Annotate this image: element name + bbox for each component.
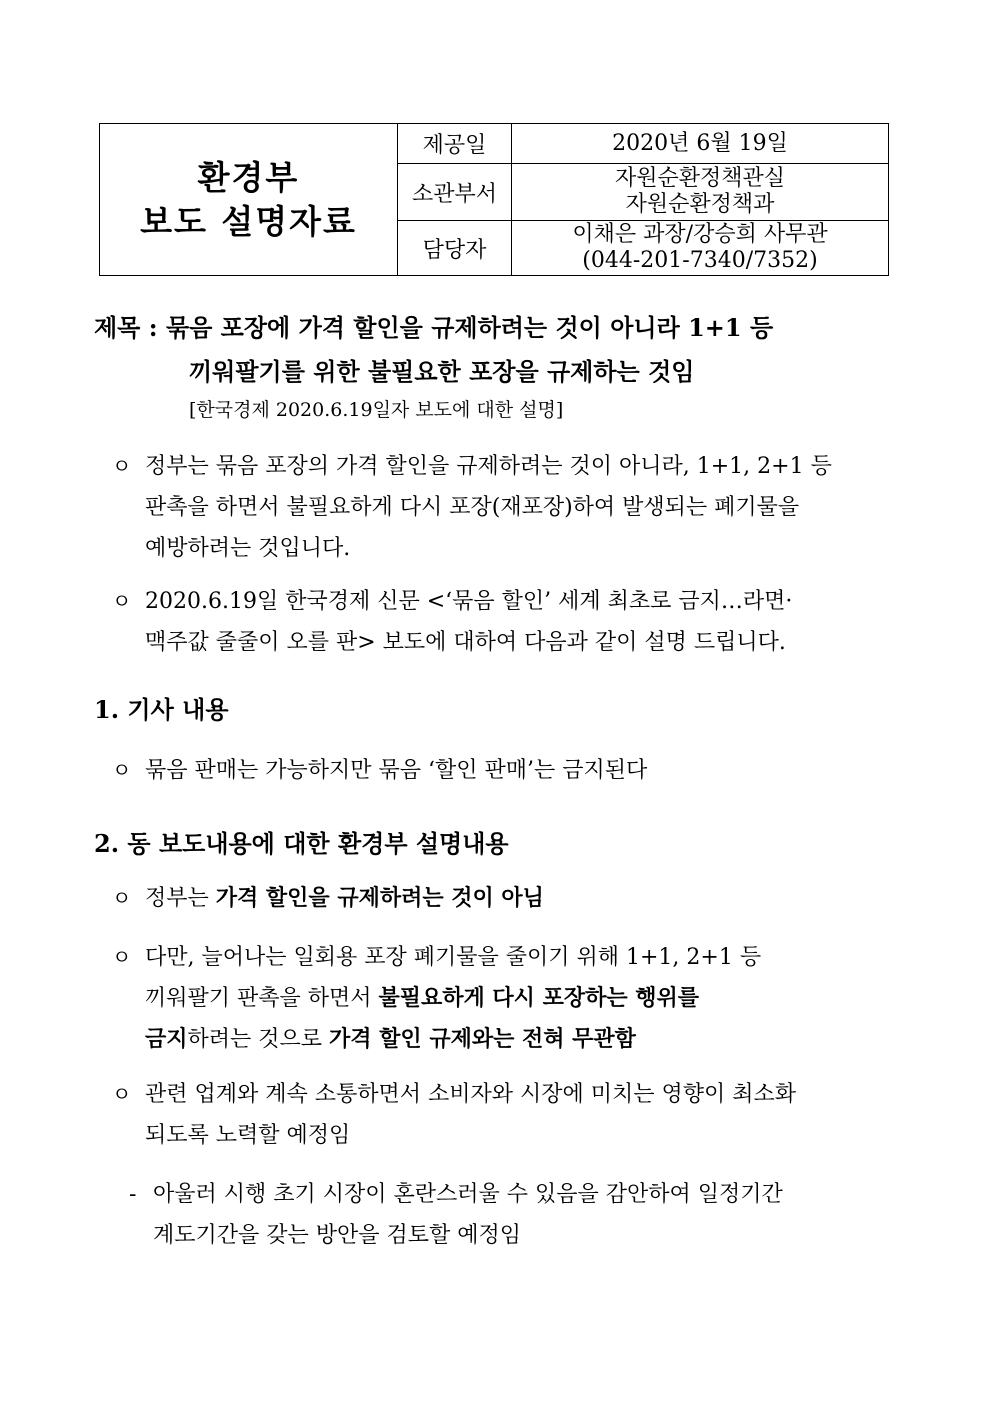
document-type: 보도 설명자료 bbox=[140, 201, 357, 241]
bullet-text bbox=[145, 878, 902, 919]
bullet-marker: ㅇ bbox=[112, 758, 132, 782]
text-line: 맥주값 줄줄이 오를 판> 보도에 대하여 다음과 같이 설명 드립니다. bbox=[145, 630, 786, 655]
section-1-bullet bbox=[112, 750, 902, 791]
dash-marker: - bbox=[129, 1182, 137, 1207]
department-label: 소관부서 bbox=[398, 164, 512, 221]
header-table bbox=[99, 123, 889, 276]
text-line bbox=[145, 1019, 902, 1060]
bullet-text bbox=[145, 750, 902, 791]
date-label: 제공일 bbox=[398, 124, 512, 164]
section-2-sub-item bbox=[129, 1174, 899, 1256]
section-2-bullet-1 bbox=[112, 878, 902, 919]
text-line: 2020.6.19일 한국경제 신문 <‘묶음 할인’ 세계 최초로 금지…라면· bbox=[145, 589, 793, 614]
text-emphasis: 가격 할인 규제와는 전혀 무관함 bbox=[329, 1026, 636, 1052]
date-value: 2020년 6월 19일 bbox=[512, 124, 889, 164]
section-2-bullet-2 bbox=[112, 937, 902, 1060]
text-emphasis: 금지 bbox=[145, 1026, 188, 1052]
text-normal: 끼워팔기 판촉을 하면서 bbox=[145, 986, 379, 1011]
text-line: 아울러 시행 초기 시장이 혼란스러울 수 있음을 감안하여 일정기간 bbox=[153, 1182, 783, 1207]
section-2-heading: 2. 동 보도내용에 대한 환경부 설명내용 bbox=[94, 829, 509, 858]
text-line: 계도기간을 갖는 방안을 검토할 예정임 bbox=[153, 1223, 522, 1248]
intro-bullet-2 bbox=[112, 581, 902, 663]
text-line: 다만, 늘어나는 일회용 포장 폐기물을 줄이기 위해 1+1, 2+1 등 bbox=[145, 945, 762, 970]
ministry-title bbox=[100, 124, 398, 276]
title-source-note: [한국경제 2020.6.19일자 보도에 대한 설명] bbox=[189, 399, 564, 421]
section-1-heading: 1. 기사 내용 bbox=[94, 695, 229, 724]
bullet-text bbox=[145, 581, 902, 663]
bullet-text bbox=[145, 1074, 902, 1156]
bullet-marker: ㅇ bbox=[112, 945, 132, 969]
text-line: 되도록 노력할 예정임 bbox=[145, 1123, 351, 1148]
contact-names: 이채은 과장/강승희 사무관 bbox=[572, 222, 828, 247]
text-emphasis: 가격 할인을 규제하려는 것이 아님 bbox=[215, 885, 544, 911]
text-normal: 하려는 것으로 bbox=[187, 1027, 330, 1052]
department-value bbox=[512, 164, 889, 221]
text-line: 예방하려는 것입니다. bbox=[145, 536, 351, 561]
section-2-bullet-3 bbox=[112, 1074, 902, 1156]
intro-bullet-1 bbox=[112, 446, 902, 569]
bullet-marker: ㅇ bbox=[112, 886, 132, 910]
text-line bbox=[145, 978, 902, 1019]
text-line: 정부는 묶음 포장의 가격 할인을 규제하려는 것이 아니라, 1+1, 2+1 등 bbox=[145, 454, 832, 479]
department-division: 자원순환정책과 bbox=[625, 192, 775, 217]
text-line: 관련 업계와 계속 소통하면서 소비자와 시장에 미치는 영향이 최소화 bbox=[145, 1082, 797, 1107]
title-line-2: 끼워팔기를 위한 불필요한 포장을 규제하는 것임 bbox=[189, 357, 695, 386]
text-emphasis: 불필요하게 다시 포장하는 행위를 bbox=[378, 985, 700, 1011]
contact-phone: (044-201-7340/7352) bbox=[582, 248, 818, 273]
title-line-1: 제목 : 묶음 포장에 가격 할인을 규제하려는 것이 아니라 1+1 등 bbox=[94, 313, 774, 342]
bullet-marker: ㅇ bbox=[112, 454, 132, 478]
bullet-marker: ㅇ bbox=[112, 589, 132, 613]
text-normal: 정부는 bbox=[145, 886, 216, 911]
bullet-marker: ㅇ bbox=[112, 1082, 132, 1106]
document-title bbox=[94, 306, 904, 394]
contact-value bbox=[512, 221, 889, 276]
text-line: 판촉을 하면서 불필요하게 다시 포장(재포장)하여 발생되는 폐기물을 bbox=[145, 495, 800, 520]
text-line bbox=[145, 878, 902, 919]
bullet-text bbox=[145, 446, 902, 569]
department-office: 자원순환정책관실 bbox=[614, 166, 786, 191]
contact-label: 담당자 bbox=[398, 221, 512, 276]
ministry-name: 환경부 bbox=[197, 157, 300, 197]
text-line: 묶음 판매는 가능하지만 묶음 ‘할인 판매’는 금지된다 bbox=[145, 758, 648, 783]
bullet-text bbox=[145, 937, 902, 1060]
